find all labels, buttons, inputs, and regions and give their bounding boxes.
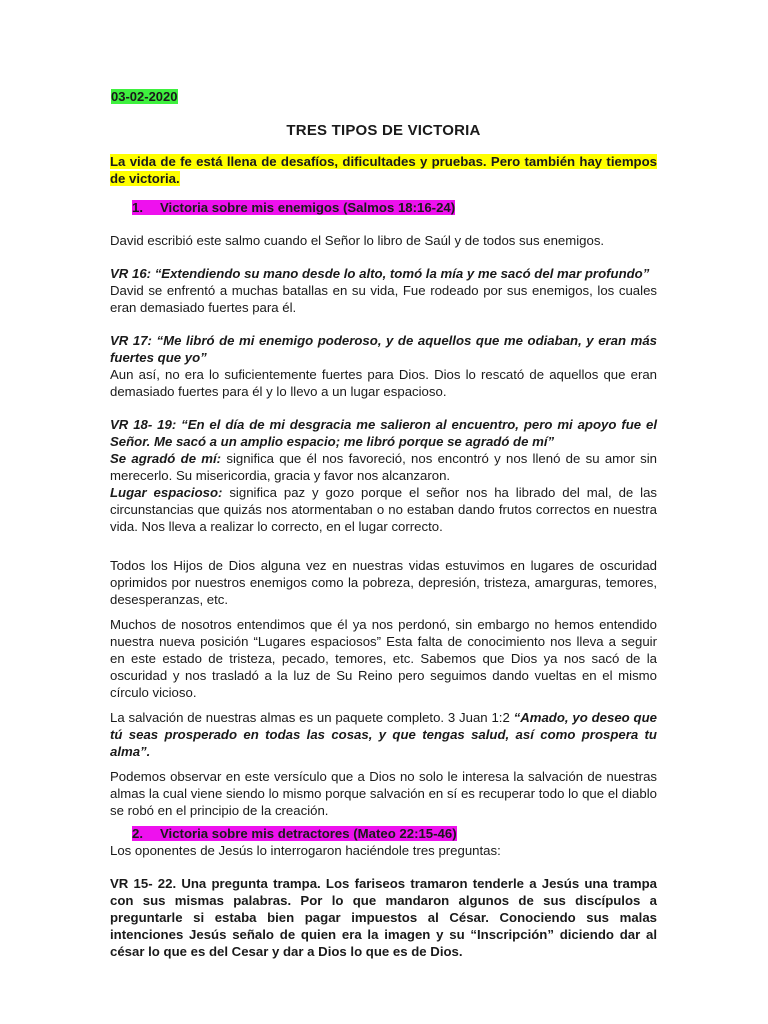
agrado-text: significa que él nos favoreció, nos encontró y nos llenó de su amor sin merecerlo. Su misericordia, gracia y favor nos alcanzaron.	[110, 451, 657, 483]
paragraph-4-text: La salvación de nuestras almas es un paquete completo. 3 Juan 1:2	[110, 710, 514, 725]
section-1-paragraph-3: Muchos de nosotros entendimos que él ya nos perdonó, sin embargo no hemos entendido nuestra nueva posición “Lugares espaciosos” Esta falta de conocimiento nos lleva a seguir en este estado de tristeza, pecado, temores, etc. Sabemos que Dios ya nos sacó de la oscuridad y nos trasladó a la luz de Su Reino pero seguimos dando vueltas en el mismo círculo vicioso.	[110, 617, 657, 700]
document-date: 03-02-2020	[111, 89, 178, 104]
verse-16-text: David se enfrentó a muchas batallas en su vida, Fue rodeado por sus enemigos, los cuales eran demasiado fuertes para él.	[110, 283, 657, 315]
verse-16-quote: VR 16: “Extendiendo su mano desde lo alto, tomó la mía y me sacó del mar profundo”	[110, 266, 650, 281]
section-1-paragraph-2: Todos los Hijos de Dios alguna vez en nuestras vidas estuvimos en lugares de oscuridad oprimidos por nuestros enemigos como la pobreza, depresión, tristeza, amarguras, temores, desesperanzas, etc.	[110, 558, 657, 607]
intro-paragraph	[110, 153, 657, 187]
paragraph-4-quote: “Amado, yo deseo que tú seas prosperado en todas las cosas, y que tengas salud, así como prospera tu alma”.	[110, 710, 657, 759]
section-2-heading-text: Victoria sobre mis detractores (Mateo 22:15-46)	[160, 826, 457, 841]
lugar-paragraph	[110, 484, 657, 535]
intro-highlight: La vida de fe está llena de desafíos, dificultades y pruebas. Pero también hay tiempos de victoria.	[110, 154, 657, 186]
section-2-verse-label: VR 15- 22.	[110, 876, 177, 891]
section-1-heading	[132, 199, 657, 216]
section-1-paragraph-5: Podemos observar en este versículo que a Dios no solo le interesa la salvación de nuestras almas la cual viene siendo lo mismo porque salvación en sí es recuperar todo lo que el diablo se robó en el principio de la creación.	[110, 769, 657, 818]
document-title: TRES TIPOS DE VICTORIA	[286, 122, 481, 139]
section-1-number: 1.	[132, 200, 143, 215]
lugar-text: significa paz y gozo porque el señor nos ha librado del mal, de las circunstancias que quizás nos atormentaban o no estaban dando frutos correctos en nuestra vida. Nos lleva a realizar lo correcto, en el lugar correcto.	[110, 485, 657, 534]
section-1-paragraph-4	[110, 709, 657, 760]
agrado-label: Se agradó de mí:	[110, 451, 222, 466]
section-2-paragraph-1: Los oponentes de Jesús lo interrogaron haciéndole tres preguntas:	[110, 843, 501, 858]
section-2-verse-text: Una pregunta trampa. Los fariseos tramaron tenderle a Jesús una trampa con sus mismas palabras. Por lo que mandaron algunos de sus discípulos a preguntarle si estaba bien pagar impuestos al César. Conociendo sus malas intenciones Jesús señalo de quien era la imagen y su “Inscripción” diciendo dar al césar lo que es del Cesar y dar a Dios lo que es de Dios.	[110, 876, 657, 959]
section-1-heading-text: Victoria sobre mis enemigos (Salmos 18:16-24)	[160, 200, 456, 215]
section-2-heading	[132, 825, 657, 842]
section-2-highlight	[132, 826, 457, 841]
verse-18-19-quote: VR 18- 19: “En el día de mi desgracia me salieron al encuentro, pero mi apoyo fue el Señor. Me sacó a un amplio espacio; me libró porque se agradó de mí”	[110, 417, 657, 449]
verse-17-text: Aun así, no era lo suficientemente fuertes para Dios. Dios lo rescató de aquellos que eran demasiado fuertes para él y lo llevo a un lugar espacioso.	[110, 367, 657, 399]
agrado-paragraph	[110, 450, 657, 484]
lugar-label: Lugar espacioso:	[110, 485, 223, 500]
section-1-paragraph-1: David escribió este salmo cuando el Señor lo libro de Saúl y de todos sus enemigos.	[110, 233, 605, 248]
section-2-verse-paragraph	[110, 875, 657, 960]
section-2-number: 2.	[132, 826, 143, 841]
document-body	[110, 88, 657, 960]
section-1-highlight	[132, 200, 455, 215]
verse-17-quote: VR 17: “Me libró de mi enemigo poderoso, y de aquellos que me odiaban, y eran más fuertes que yo”	[110, 333, 657, 365]
